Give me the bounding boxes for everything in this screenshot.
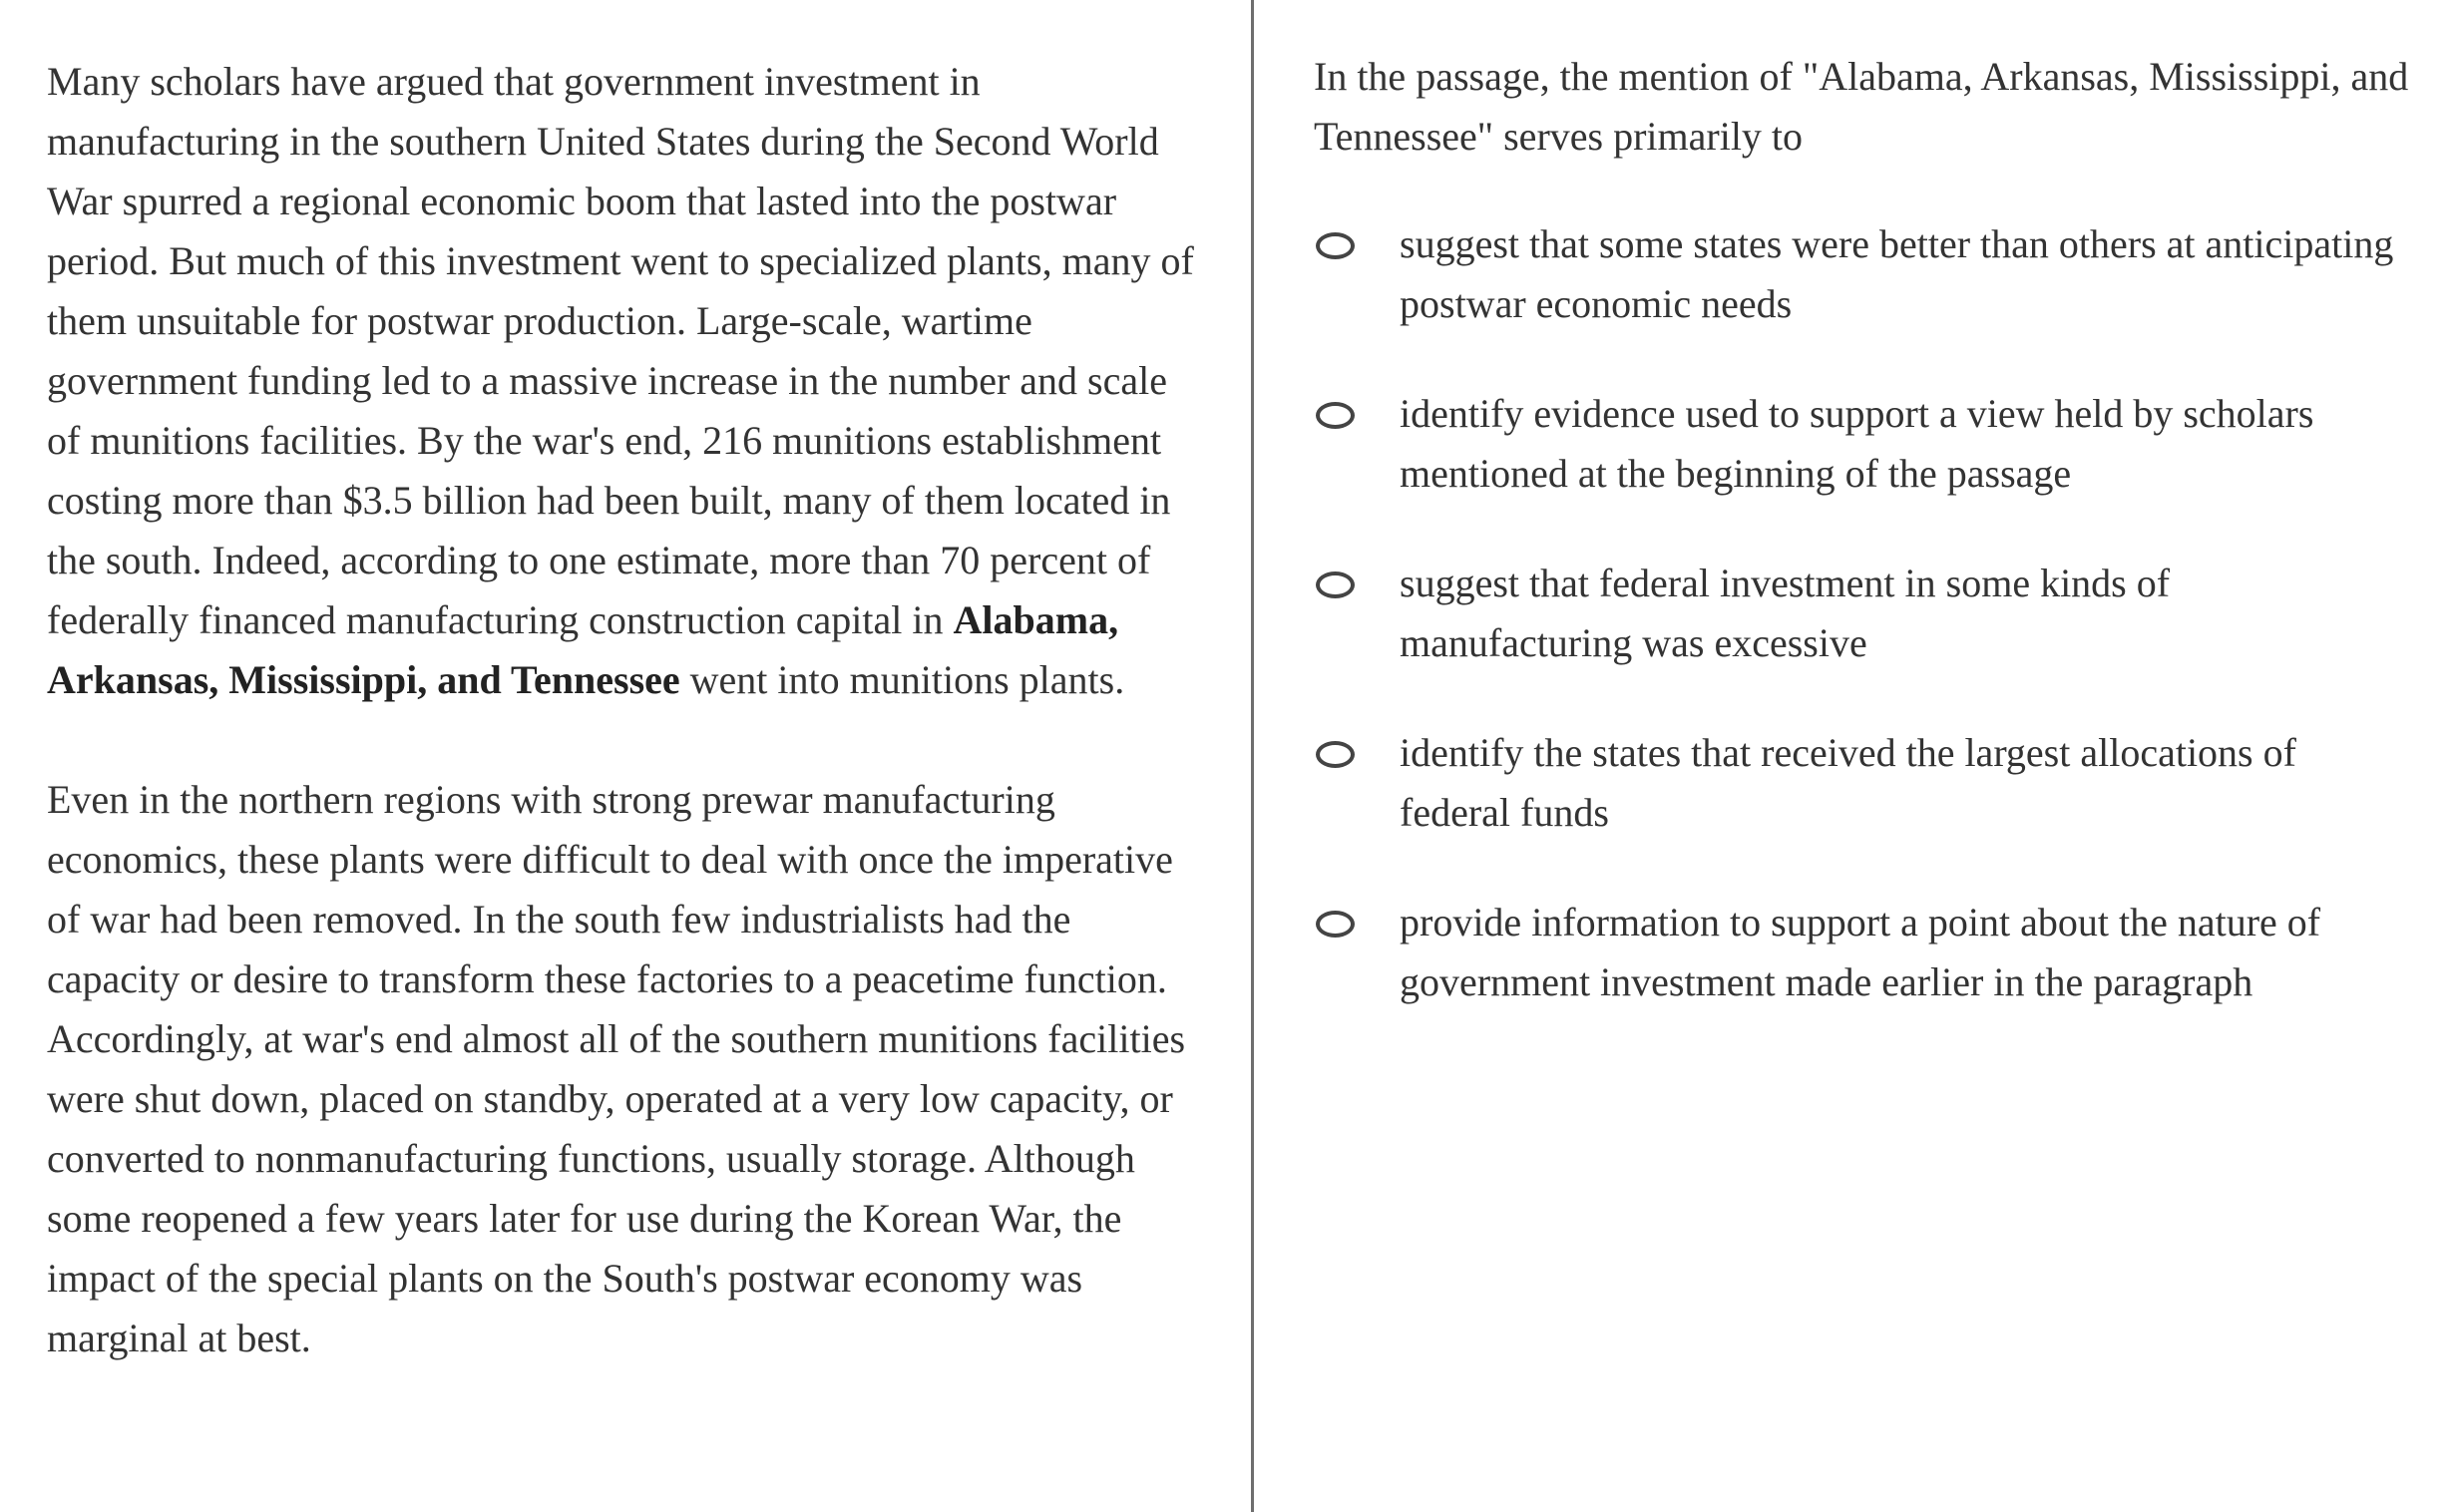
passage-paragraph-1-tail: went into munitions plants. bbox=[679, 657, 1125, 702]
answer-choice-label[interactable]: identify evidence used to support a view held by scholars mentioned at the beginning of the passage bbox=[1400, 391, 2314, 496]
question-pane bbox=[1254, 0, 2450, 1512]
question-stem: In the passage, the mention of "Alabama, Arkansas, Mississippi, and Tennessee" serves primarily to bbox=[1314, 54, 2409, 159]
radio-button-icon[interactable] bbox=[1316, 402, 1355, 429]
answer-choices bbox=[1314, 214, 2450, 1012]
answer-choice-d[interactable] bbox=[1314, 723, 2450, 843]
answer-choice-label[interactable]: suggest that federal investment in some kinds of manufacturing was excessive bbox=[1400, 561, 2171, 665]
answer-choice-label[interactable]: identify the states that received the largest allocations of federal funds bbox=[1400, 730, 2296, 835]
highlighted-states-phrase: Alabama, Arkansas, Mississippi, and Tennessee bbox=[47, 597, 1119, 702]
answer-choice-b[interactable] bbox=[1314, 384, 2450, 504]
answer-choice-e[interactable] bbox=[1314, 893, 2450, 1012]
passage-paragraph-2: Even in the northern regions with strong prewar manufacturing economics, these plants were difficult to deal with once the imperative of war had been removed. In the south few industrialists had the capacity or desire to transform these factories to a peacetime function. Accordingly, at war's end almost all of the southern munitions facilities were shut down, placed on standby, operated at a very low capacity, or converted to nonmanufacturing functions, usually storage. Although some reopened a few years later for use during the Korean War, the impact of the special plants on the South's postwar economy was marginal at best. bbox=[47, 777, 1186, 1360]
radio-button-icon[interactable] bbox=[1316, 741, 1355, 768]
radio-button-icon[interactable] bbox=[1316, 911, 1355, 938]
answer-choice-a[interactable] bbox=[1314, 214, 2450, 334]
answer-choice-label[interactable]: suggest that some states were better than others at anticipating postwar economic needs bbox=[1400, 221, 2394, 326]
answer-choice-label[interactable]: provide information to support a point about the nature of government investment made earlier in the paragraph bbox=[1400, 900, 2321, 1004]
passage-paragraph-1-text: Many scholars have argued that government investment in manufacturing in the southern United States during the Second World War spurred a regional economic boom that lasted into the postwar period. But much of this investment went to specialized plants, many of them unsuitable for postwar production. Large-scale, wartime government funding led to a massive increase in the number and scale of munitions facilities. By the war's end, 216 munitions establishment costing more than $3.5 billion had been built, many of them located in the south. Indeed, according to one estimate, more than 70 percent of federally financed manufacturing construction capital in bbox=[47, 59, 1194, 642]
radio-button-icon[interactable] bbox=[1316, 571, 1355, 598]
reading-passage bbox=[47, 52, 1251, 1368]
answer-choice-c[interactable] bbox=[1314, 554, 2450, 673]
passage-paragraph-1 bbox=[47, 52, 1194, 710]
radio-button-icon[interactable] bbox=[1316, 232, 1355, 259]
